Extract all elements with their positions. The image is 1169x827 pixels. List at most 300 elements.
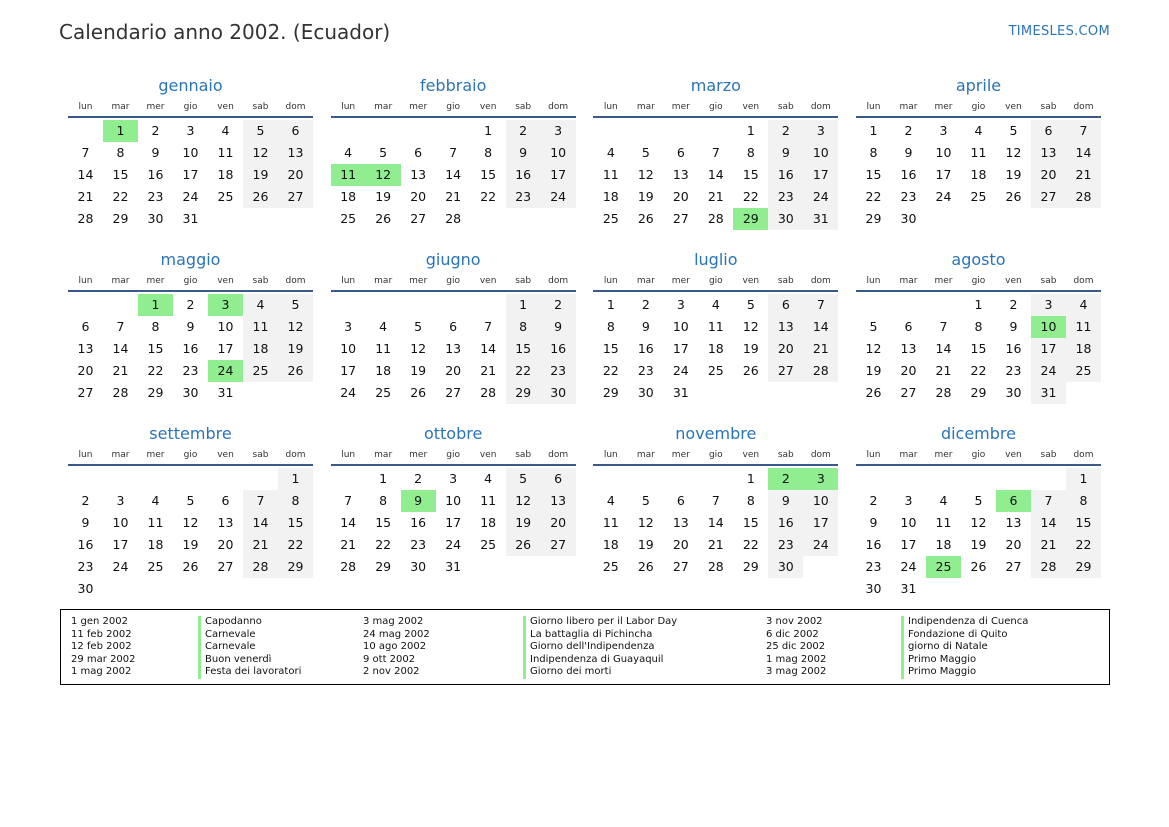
legend-date: 3 mag 2002	[766, 666, 827, 678]
day-cell: 6	[904, 319, 913, 334]
day-cell: 20	[1005, 537, 1022, 552]
weekday-header	[68, 447, 313, 466]
day-cell: 8	[484, 145, 493, 160]
day-cell: 18	[1066, 338, 1101, 360]
days-grid	[593, 468, 838, 578]
day-cell: 29	[375, 559, 392, 574]
day-cell: 12	[506, 490, 541, 512]
holiday-day-cell: 3	[803, 468, 838, 490]
weekday-label: mer	[409, 102, 428, 112]
holiday-day-cell: 1	[103, 120, 138, 142]
legend-holiday-name: Buon venerdì	[205, 653, 272, 665]
day-cell: 12	[865, 341, 882, 356]
day-cell: 14	[707, 515, 724, 530]
day-cell: 13	[672, 167, 689, 182]
day-cell: 16	[900, 167, 917, 182]
site-link[interactable]: TIMESLES.COM	[1008, 24, 1110, 39]
day-cell: 13	[768, 316, 803, 338]
day-cell: 5	[506, 468, 541, 490]
weekday-label: dom	[285, 450, 306, 460]
day-cell: 14	[243, 512, 278, 534]
day-cell: 2	[186, 297, 195, 312]
empty-cell	[331, 294, 366, 316]
empty-cell	[663, 468, 698, 490]
day-cell: 19	[375, 189, 392, 204]
day-cell: 1	[379, 471, 388, 486]
day-cell: 5	[186, 493, 195, 508]
day-cell: 5	[746, 297, 755, 312]
weekday-label: sab	[1040, 276, 1057, 286]
day-cell: 1	[484, 123, 493, 138]
weekday-label: dom	[1073, 276, 1094, 286]
month-name: maggio	[160, 250, 221, 269]
holiday-day-cell: 1	[138, 294, 173, 316]
day-cell: 7	[243, 490, 278, 512]
days-grid	[593, 294, 838, 404]
day-cell: 15	[970, 341, 987, 356]
day-cell: 20	[410, 189, 427, 204]
legend-date: 3 nov 2002	[766, 616, 823, 627]
legend-dates-column	[363, 616, 430, 679]
day-cell: 6	[676, 493, 685, 508]
day-cell: 22	[602, 363, 619, 378]
empty-cell	[593, 468, 628, 490]
empty-cell	[996, 468, 1031, 490]
day-cell: 22	[480, 189, 497, 204]
day-cell: 12	[182, 515, 199, 530]
day-cell: 8	[506, 316, 541, 338]
day-cell: 17	[217, 341, 234, 356]
day-cell: 19	[1005, 167, 1022, 182]
day-cell: 1	[869, 123, 878, 138]
year-calendar	[68, 72, 1101, 594]
day-cell: 12	[278, 316, 313, 338]
weekday-label: ven	[479, 102, 497, 112]
legend-date: 25 dic 2002	[766, 641, 826, 653]
day-cell: 9	[869, 515, 878, 530]
day-cell: 6	[541, 468, 576, 490]
weekday-label: gio	[708, 102, 723, 112]
weekday-label: dom	[810, 450, 831, 460]
month-name: aprile	[955, 76, 1002, 95]
day-cell: 23	[410, 537, 427, 552]
day-cell: 24	[112, 559, 129, 574]
day-cell: 16	[506, 164, 541, 186]
weekday-label: sab	[1040, 450, 1057, 460]
day-cell: 15	[278, 512, 313, 534]
day-cell: 15	[147, 341, 164, 356]
empty-cell	[628, 120, 663, 142]
empty-cell	[663, 120, 698, 142]
day-cell: 13	[445, 341, 462, 356]
weekday-header	[331, 447, 576, 466]
day-cell: 24	[803, 186, 838, 208]
day-cell: 21	[1066, 164, 1101, 186]
holiday-day-cell: 11	[331, 164, 366, 186]
day-cell: 24	[1031, 360, 1066, 382]
weekday-label: mer	[671, 450, 690, 460]
month-name: luglio	[694, 250, 738, 269]
day-cell: 23	[77, 559, 94, 574]
empty-cell	[628, 468, 663, 490]
day-cell: 26	[637, 211, 654, 226]
empty-cell	[891, 294, 926, 316]
day-cell: 31	[445, 559, 462, 574]
day-cell: 8	[869, 145, 878, 160]
weekday-label: lun	[866, 102, 881, 112]
legend-holiday-name: Festa dei lavoratori	[205, 666, 302, 678]
day-cell: 30	[541, 382, 576, 404]
day-cell: 20	[768, 338, 803, 360]
day-cell: 6	[768, 294, 803, 316]
day-cell: 14	[935, 341, 952, 356]
day-cell: 27	[672, 211, 689, 226]
weekday-header	[856, 273, 1101, 292]
day-cell: 6	[278, 120, 313, 142]
day-cell: 5	[414, 319, 423, 334]
day-cell: 22	[112, 189, 129, 204]
day-cell: 6	[676, 145, 685, 160]
day-cell: 11	[147, 515, 164, 530]
day-cell: 27	[410, 211, 427, 226]
legend-holiday-name: Primo Maggio	[908, 653, 977, 665]
weekday-label: sab	[777, 450, 794, 460]
day-cell: 14	[112, 341, 129, 356]
day-cell: 31	[672, 385, 689, 400]
legend-holiday-name: Capodanno	[205, 616, 262, 627]
legend-holiday-name: Indipendenza di Guayaquil	[530, 653, 664, 665]
weekday-label: mer	[146, 450, 165, 460]
weekday-label: mar	[111, 102, 130, 112]
weekday-header	[856, 99, 1101, 118]
day-cell: 25	[243, 360, 278, 382]
day-cell: 3	[1031, 294, 1066, 316]
day-cell: 27	[278, 186, 313, 208]
day-cell: 18	[707, 341, 724, 356]
day-cell: 17	[541, 164, 576, 186]
day-cell: 8	[116, 145, 125, 160]
day-cell: 8	[746, 493, 755, 508]
day-cell: 14	[77, 167, 94, 182]
day-cell: 28	[707, 559, 724, 574]
day-cell: 21	[112, 363, 129, 378]
weekday-label: mer	[146, 102, 165, 112]
legend-dates-column	[766, 616, 826, 679]
day-cell: 18	[147, 537, 164, 552]
day-cell: 15	[1066, 512, 1101, 534]
holiday-legend	[60, 609, 1110, 685]
weekday-label: mar	[899, 450, 918, 460]
day-cell: 15	[602, 341, 619, 356]
empty-cell	[471, 294, 506, 316]
day-cell: 9	[81, 515, 90, 530]
day-cell: 5	[243, 120, 278, 142]
day-cell: 14	[707, 167, 724, 182]
day-cell: 3	[904, 493, 913, 508]
day-cell: 17	[900, 537, 917, 552]
day-cell: 22	[147, 363, 164, 378]
day-cell: 15	[480, 167, 497, 182]
weekday-label: gio	[708, 276, 723, 286]
day-cell: 7	[1031, 490, 1066, 512]
day-cell: 27	[672, 559, 689, 574]
day-cell: 11	[935, 515, 952, 530]
day-cell: 5	[869, 319, 878, 334]
day-cell: 16	[147, 167, 164, 182]
day-cell: 17	[445, 515, 462, 530]
day-cell: 7	[1066, 120, 1101, 142]
holiday-day-cell: 29	[733, 208, 768, 230]
legend-date: 12 feb 2002	[71, 641, 132, 653]
day-cell: 13	[900, 341, 917, 356]
day-cell: 10	[900, 515, 917, 530]
holiday-day-cell: 3	[208, 294, 243, 316]
day-cell: 23	[506, 186, 541, 208]
day-cell: 29	[147, 385, 164, 400]
day-cell: 10	[541, 142, 576, 164]
day-cell: 21	[445, 189, 462, 204]
day-cell: 21	[803, 338, 838, 360]
empty-cell	[926, 294, 961, 316]
month-dicembre	[856, 420, 1101, 594]
day-cell: 8	[746, 145, 755, 160]
day-cell: 4	[379, 319, 388, 334]
weekday-label: sab	[1040, 102, 1057, 112]
day-cell: 3	[344, 319, 353, 334]
day-cell: 3	[541, 120, 576, 142]
day-cell: 2	[506, 120, 541, 142]
day-cell: 10	[672, 319, 689, 334]
day-cell: 16	[768, 164, 803, 186]
empty-cell	[891, 468, 926, 490]
day-cell: 21	[243, 534, 278, 556]
day-cell: 4	[974, 123, 983, 138]
month-ottobre	[331, 420, 576, 594]
day-cell: 10	[935, 145, 952, 160]
days-grid	[856, 468, 1101, 600]
weekday-label: gio	[183, 450, 198, 460]
weekday-label: mar	[636, 102, 655, 112]
empty-cell	[366, 294, 401, 316]
day-cell: 30	[1005, 385, 1022, 400]
month-name: settembre	[149, 424, 232, 443]
day-cell: 2	[641, 297, 650, 312]
weekday-label: dom	[285, 276, 306, 286]
weekday-label: mer	[146, 276, 165, 286]
weekday-label: gio	[971, 450, 986, 460]
day-cell: 13	[541, 490, 576, 512]
day-cell: 4	[606, 145, 615, 160]
day-cell: 27	[1005, 559, 1022, 574]
day-cell: 18	[480, 515, 497, 530]
day-cell: 18	[243, 338, 278, 360]
weekday-label: sab	[515, 450, 532, 460]
empty-cell	[698, 120, 733, 142]
day-cell: 7	[711, 493, 720, 508]
legend-holiday-name: Primo Maggio	[908, 666, 977, 678]
weekday-label: mer	[671, 102, 690, 112]
holiday-day-cell: 2	[768, 468, 803, 490]
day-cell: 2	[904, 123, 913, 138]
day-cell: 25	[602, 211, 619, 226]
day-cell: 25	[340, 211, 357, 226]
day-cell: 24	[935, 189, 952, 204]
day-cell: 7	[81, 145, 90, 160]
day-cell: 13	[217, 515, 234, 530]
legend-date: 1 mag 2002	[766, 653, 827, 665]
weekday-label: lun	[603, 450, 618, 460]
day-cell: 6	[1031, 120, 1066, 142]
empty-cell	[68, 294, 103, 316]
day-cell: 20	[217, 537, 234, 552]
day-cell: 31	[900, 581, 917, 596]
legend-holiday-name: Giorno libero per il Labor Day	[530, 616, 678, 627]
day-cell: 13	[1005, 515, 1022, 530]
day-cell: 26	[970, 559, 987, 574]
weekday-label: ven	[1005, 450, 1022, 460]
empty-cell	[856, 294, 891, 316]
day-cell: 29	[602, 385, 619, 400]
day-cell: 23	[865, 559, 882, 574]
weekday-label: mer	[934, 276, 953, 286]
empty-cell	[366, 120, 401, 142]
legend-date: 24 mag 2002	[363, 628, 430, 640]
month-name: giugno	[425, 250, 481, 269]
day-cell: 25	[970, 189, 987, 204]
legend-holiday-name: Giorno dell'Indipendenza	[530, 641, 655, 653]
day-cell: 30	[865, 581, 882, 596]
day-cell: 9	[768, 142, 803, 164]
day-cell: 30	[147, 211, 164, 226]
day-cell: 20	[900, 363, 917, 378]
empty-cell	[856, 468, 891, 490]
empty-cell	[208, 468, 243, 490]
page-title: Calendario anno 2002. (Ecuador)	[59, 20, 391, 44]
day-cell: 20	[77, 363, 94, 378]
month-name: dicembre	[940, 424, 1016, 443]
day-cell: 14	[1031, 512, 1066, 534]
day-cell: 3	[116, 493, 125, 508]
day-cell: 7	[939, 319, 948, 334]
day-cell: 5	[379, 145, 388, 160]
day-cell: 23	[1005, 363, 1022, 378]
day-cell: 11	[707, 319, 724, 334]
day-cell: 15	[742, 515, 759, 530]
legend-names-column	[523, 616, 677, 679]
day-cell: 6	[81, 319, 90, 334]
day-cell: 2	[768, 120, 803, 142]
day-cell: 16	[865, 537, 882, 552]
day-cell: 26	[506, 534, 541, 556]
weekday-label: ven	[1005, 102, 1022, 112]
empty-cell	[331, 120, 366, 142]
month-gennaio	[68, 72, 313, 246]
empty-cell	[401, 294, 436, 316]
weekday-label: dom	[1073, 102, 1094, 112]
day-cell: 16	[768, 512, 803, 534]
legend-holiday-name: La battaglia di Pichincha	[530, 628, 653, 640]
holiday-day-cell: 25	[926, 556, 961, 578]
day-cell: 15	[375, 515, 392, 530]
weekday-label: mar	[374, 276, 393, 286]
day-cell: 19	[506, 512, 541, 534]
day-cell: 15	[112, 167, 129, 182]
day-cell: 12	[970, 515, 987, 530]
weekday-label: ven	[479, 450, 497, 460]
day-cell: 5	[974, 493, 983, 508]
weekday-label: mar	[636, 276, 655, 286]
day-cell: 24	[803, 534, 838, 556]
day-cell: 11	[243, 316, 278, 338]
day-cell: 18	[970, 167, 987, 182]
weekday-label: sab	[515, 276, 532, 286]
day-cell: 17	[340, 363, 357, 378]
day-cell: 16	[637, 341, 654, 356]
day-cell: 21	[1031, 534, 1066, 556]
day-cell: 10	[445, 493, 462, 508]
days-grid	[856, 294, 1101, 404]
day-cell: 16	[182, 341, 199, 356]
day-cell: 24	[672, 363, 689, 378]
legend-date: 2 nov 2002	[363, 666, 420, 678]
weekday-label: lun	[78, 450, 93, 460]
legend-holiday-name: Fondazione di Quito	[908, 628, 1008, 640]
day-cell: 28	[445, 211, 462, 226]
day-cell: 25	[375, 385, 392, 400]
day-cell: 28	[935, 385, 952, 400]
day-cell: 30	[410, 559, 427, 574]
day-cell: 30	[182, 385, 199, 400]
day-cell: 26	[243, 186, 278, 208]
weekday-label: mer	[671, 276, 690, 286]
empty-cell	[103, 468, 138, 490]
weekday-label: lun	[78, 102, 93, 112]
day-cell: 25	[707, 363, 724, 378]
weekday-label: lun	[603, 102, 618, 112]
day-cell: 3	[449, 471, 458, 486]
legend-holiday-name: Indipendenza di Cuenca	[908, 616, 1029, 627]
day-cell: 4	[151, 493, 160, 508]
empty-cell	[331, 468, 366, 490]
day-cell: 29	[506, 382, 541, 404]
day-cell: 13	[672, 515, 689, 530]
day-cell: 28	[1066, 186, 1101, 208]
day-cell: 5	[641, 493, 650, 508]
day-cell: 13	[1031, 142, 1066, 164]
empty-cell	[698, 468, 733, 490]
day-cell: 7	[484, 319, 493, 334]
day-cell: 18	[602, 537, 619, 552]
legend-date: 3 mag 2002	[363, 616, 424, 627]
day-cell: 5	[278, 294, 313, 316]
empty-cell	[1031, 468, 1066, 490]
weekday-label: gio	[183, 276, 198, 286]
holiday-day-cell: 24	[208, 360, 243, 382]
holiday-day-cell: 6	[996, 490, 1031, 512]
day-cell: 31	[182, 211, 199, 226]
month-name: gennaio	[158, 76, 223, 95]
weekday-label: lun	[866, 450, 881, 460]
day-cell: 19	[410, 363, 427, 378]
month-name: ottobre	[423, 424, 483, 443]
day-cell: 27	[1031, 186, 1066, 208]
weekday-label: gio	[446, 102, 461, 112]
day-cell: 24	[445, 537, 462, 552]
day-cell: 13	[410, 167, 427, 182]
day-cell: 16	[1005, 341, 1022, 356]
day-cell: 8	[151, 319, 160, 334]
legend-holiday-name: Carnevale	[205, 628, 256, 640]
